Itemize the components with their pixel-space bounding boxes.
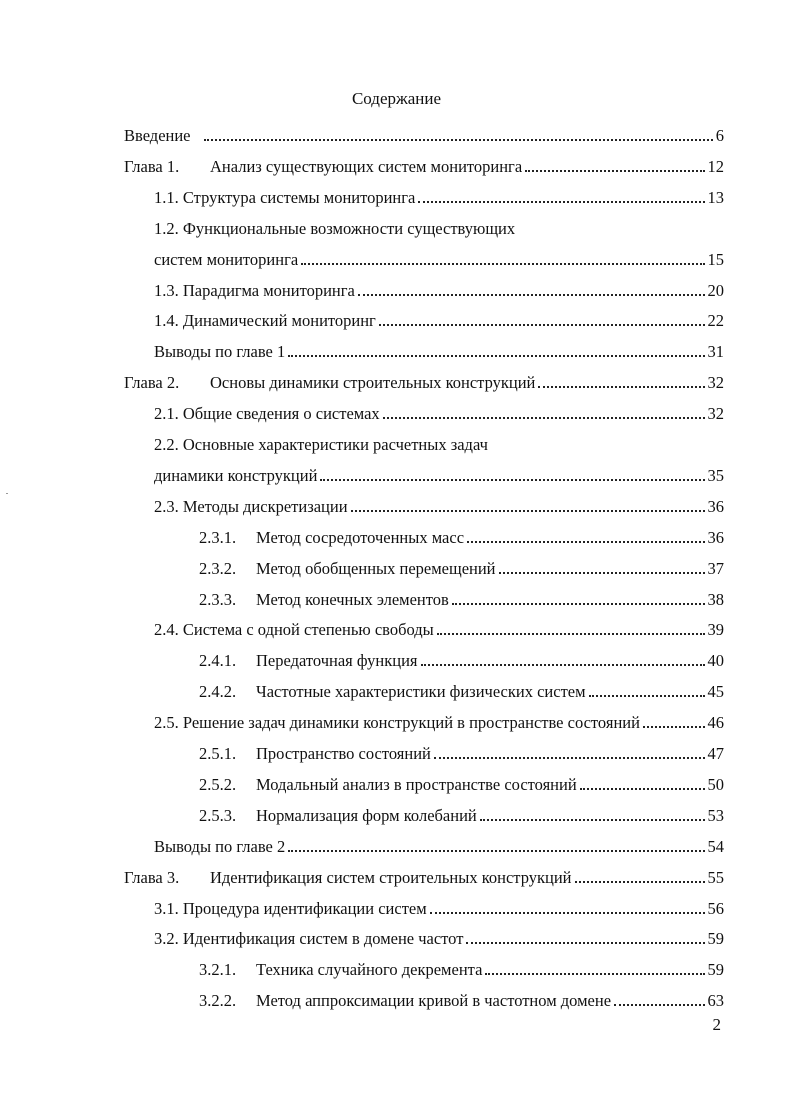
toc-entry-label [154,188,415,208]
toc-entry-title: 2.1. Общие сведения о системах [154,404,380,424]
toc-entry-title: Передаточная функция [256,651,418,671]
page-number: 2 [712,1015,721,1034]
toc-entry-page: 6 [715,126,724,145]
toc-entry[interactable] [154,702,724,733]
toc-entry[interactable] [199,949,724,980]
toc-entry-page: 32 [707,373,724,393]
toc-entry[interactable] [199,733,724,764]
toc-entry-page: 59 [707,929,724,949]
toc-entry[interactable] [154,888,724,919]
toc-entry-title: Техника случайного декремента [256,960,483,980]
toc-entry-label [199,960,482,980]
toc-entry-label [124,373,535,393]
toc-entry-page: 13 [707,187,724,207]
toc-entry-label [199,806,477,826]
dot-leader [643,714,705,728]
dot-leader [589,683,705,697]
toc-entry-label [154,219,515,239]
toc-entry-title: 1.4. Динамический мониторинг [154,311,376,331]
toc-entry-label [199,559,496,579]
toc-entry-title: 1.2. Функциональные возможности существующих [154,218,516,238]
toc-entry-number: 2.5.3. [199,805,237,825]
dot-leader [467,529,704,543]
toc-entry-page: 55 [707,867,724,887]
toc-entry[interactable] [124,857,724,888]
toc-entry-label [154,250,298,270]
dot-leader [480,807,705,821]
toc-entry-title: Пространство состояний [256,744,431,763]
toc-entry-number: 2.3.3. [199,589,237,609]
toc-entry-page: 53 [707,805,724,825]
toc-entry-number: 3.2.1. [199,960,237,980]
toc-entry-number: 2.4.1. [199,651,237,671]
toc-entry-label [124,868,572,888]
toc-entry-page: 47 [707,744,724,763]
toc-entry-page: 46 [707,713,724,733]
dot-leader [499,560,705,574]
toc-entry-title: Введение [124,126,191,145]
toc-entry-page: 50 [707,774,724,794]
toc-entry-title: Нормализация форм колебаний [256,805,477,825]
toc-entry[interactable] [199,640,724,671]
toc-entry-number: 2.5.1. [199,744,237,763]
toc-entry[interactable] [199,795,724,826]
toc-entry-label [154,837,285,857]
toc-entry-label [124,126,191,146]
toc-entry[interactable] [154,239,724,270]
dot-leader [580,776,705,790]
dot-leader [430,900,705,914]
toc-entry-page: 31 [707,342,724,362]
page-title: Содержание [351,89,442,108]
toc-entry-page: 36 [707,527,724,547]
toc-entry[interactable] [154,208,724,239]
toc-entry-title: Анализ существующих систем мониторинга [210,156,523,176]
toc-entry[interactable] [154,270,724,301]
toc-entry-title: Метод сосредоточенных масс [256,527,465,547]
toc-entry-number: 2.4.2. [199,682,237,702]
toc-entry[interactable] [154,609,724,640]
dot-leader [351,498,705,512]
dot-leader [383,405,705,419]
toc-entry[interactable] [199,980,724,1011]
toc-entry-title: 1.3. Парадигма мониторинга [154,280,355,300]
dot-leader [358,282,705,296]
toc-entry-title: 3.2. Идентификация систем в домене частот [154,929,464,949]
toc-entry-title: Выводы по главе 1 [154,342,286,362]
toc-entry-number: 2.3.1. [199,527,237,547]
toc-entry-label [199,991,611,1011]
toc-entry[interactable] [154,424,724,455]
toc-entry-label [154,620,434,640]
toc-entry[interactable] [154,300,724,331]
toc-entry[interactable] [124,362,724,393]
toc-entry[interactable] [154,177,724,208]
dot-leader [204,127,713,141]
toc-entry[interactable] [154,455,724,486]
toc-entry-label [124,157,522,177]
toc-entry-label [199,590,449,610]
toc-entry-page: 32 [707,404,724,424]
toc-entry-number: Глава 3. [124,867,180,887]
toc-entry-label [154,497,348,517]
toc-entry-number: 2.3.2. [199,558,237,578]
toc-entry-title: 2.2. Основные характеристики расчетных задач [154,435,488,454]
toc-entry-page: 20 [707,280,724,300]
toc-entry[interactable] [124,146,724,177]
toc-entry-page: 37 [707,558,724,578]
toc-entry-label [154,435,488,455]
toc-entry-label [154,466,317,486]
toc-entry[interactable] [124,115,724,146]
toc-entry-title: Выводы по главе 2 [154,836,286,856]
toc-entry-page: 22 [707,311,724,331]
toc-entry[interactable] [154,486,724,517]
toc-entry[interactable] [154,393,724,424]
toc-entry[interactable] [154,826,724,857]
toc-entry-page: 40 [707,651,724,671]
toc-entry-title: 2.4. Система с одной степенью свободы [154,620,434,640]
toc-entry-number: Глава 2. [124,373,180,393]
dot-leader [437,621,705,635]
toc-entry-label [154,311,376,331]
dot-leader [320,467,704,481]
toc-entry-label [199,744,431,764]
toc-entry-page: 63 [707,991,724,1011]
toc-entry-title: 1.1. Структура системы мониторинга [154,187,416,207]
toc-entry-title: Частотные характеристики физических систем [256,682,586,702]
dot-leader [466,930,704,944]
toc-entry-label [154,713,640,733]
dot-leader [452,591,705,605]
toc-entry-title: 2.5. Решение задач динамики конструкций в пространстве состояний [154,713,640,733]
toc-entry-label [199,651,418,671]
toc-entry-title: систем мониторинга [154,249,299,269]
toc-entry-label [154,281,355,301]
dot-leader [525,158,704,172]
toc-entry-title: Модальный анализ в пространстве состояний [256,774,577,794]
toc-entry-label [199,528,464,548]
dot-leader [485,961,704,975]
toc-entry-title: Идентификация систем строительных конструкций [210,867,572,887]
toc-entry-title: Метод обобщенных перемещений [256,558,496,578]
toc-entry-title: Метод аппроксимации кривой в частотном домене [256,991,612,1011]
toc-entry[interactable] [199,579,724,610]
toc-entry-label [154,342,285,362]
toc-entry[interactable] [199,517,724,548]
toc-entry-number: 2.5.2. [199,774,237,794]
scan-artifact [6,493,8,494]
toc-entry-label [154,404,380,424]
dot-leader [434,745,705,759]
toc-entry-number: 3.2.2. [199,991,237,1011]
toc-entry-label [199,775,577,795]
toc-entry[interactable] [199,548,724,579]
toc-entry[interactable] [199,764,724,795]
toc-entry-label [199,682,586,702]
toc-entry-page: 36 [707,496,724,516]
toc-entry-number: Глава 1. [124,156,180,176]
toc-entry-page: 54 [707,836,724,856]
toc-entry-title: динамики конструкций [154,465,318,485]
toc-entry[interactable] [154,918,724,949]
toc-entry-page: 39 [707,620,724,640]
dot-leader [614,992,704,1006]
toc-entry-page: 56 [707,898,724,918]
toc-entry-title: Основы динамики строительных конструкций [210,373,536,393]
dot-leader [418,189,704,203]
dot-leader [575,869,705,883]
toc-entry-page: 15 [707,249,724,269]
dot-leader [288,838,704,852]
toc-entry-page: 59 [707,960,724,980]
dot-leader [288,343,704,357]
toc-entry-label [154,929,463,949]
dot-leader [379,312,705,326]
dot-leader [421,652,705,666]
toc-entry-page: 12 [707,156,724,176]
toc-entry-label [154,899,427,919]
toc-entry-page: 38 [707,589,724,609]
toc-entry-title: 2.3. Методы дискретизации [154,496,348,516]
toc-entry[interactable] [154,331,724,362]
toc-entry-page: 35 [707,465,724,485]
dot-leader [538,374,704,388]
toc-entry-title: 3.1. Процедура идентификации систем [154,898,427,918]
dot-leader [301,251,704,265]
toc-entry-page: 45 [707,682,724,702]
toc-entry-title: Метод конечных элементов [256,589,449,609]
toc-entry[interactable] [199,671,724,702]
